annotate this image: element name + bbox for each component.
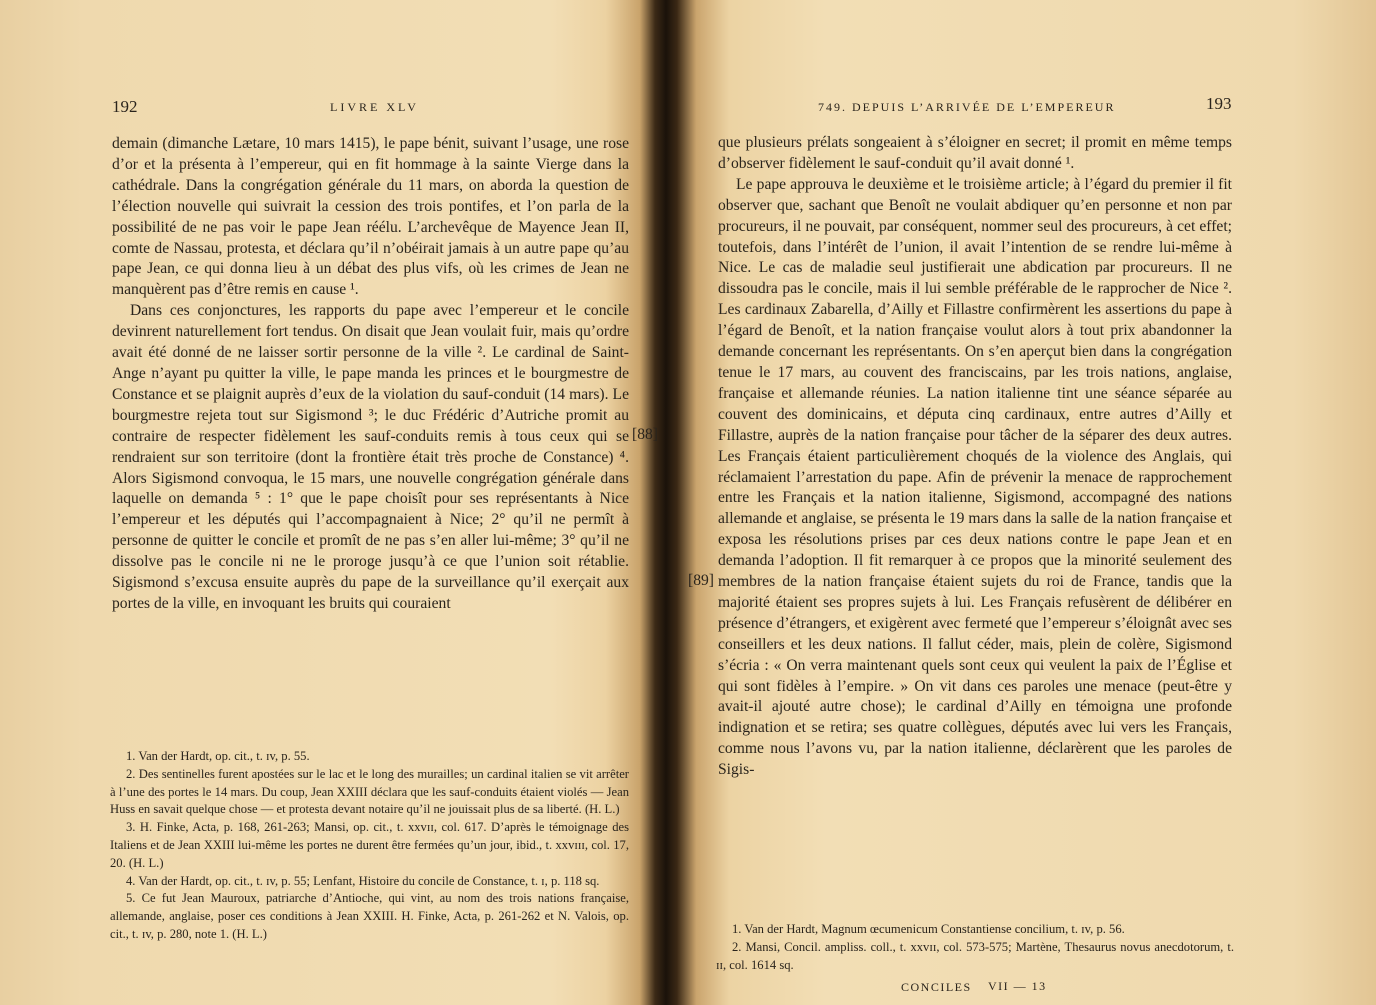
left-paragraph-1: demain (dimanche Lætare, 10 mars 1415), le pape bénit, suivant l’usage, une rose d’or et la présenta à l’empereur, qui en fit hommage à la sainte Vierge dans la cathédrale. Dans la congrégation générale du 11 mars, on aborda la question de l’élection nouvelle qui suivrait la cession des trois pontifes, et l’on parla de la possibilité de ne pas voir le pape Jean réélu. L’archevêque de Mayence Jean II, comte de Nassau, protesta, et déclara qu’il n’obéirait jamais à un autre pape qu’au pape Jean, ce qui donna lieu à un débat des plus vifs, où les crimes de Jean ne manquèrent pas d’être remis en cause ¹. (112, 135, 629, 299)
left-margin-marker: [88] (632, 426, 658, 443)
right-page-number: 193 (1206, 94, 1232, 113)
left-footnote-3: 3. H. Finke, Acta, p. 168, 261-263; Mansi, op. cit., t. xxvɪɪ, col. 617. D’après le témoignage des Italiens et de Jean XXIII lui-même les portes ne durent être fermées qu’un jour, ibid., t. xxvɪɪɪ, col. 17, 20. (H. L.) (110, 820, 629, 870)
left-footnote-5: 5. Ce fut Jean Mauroux, patriarche d’Antioche, qui vint, au nom des trois nations française, allemande, anglaise, poser ces conditions à Jean XXIII. H. Finke, Acta, p. 261-262 et N. Valois, op. cit., t. ɪv, p. 280, note 1. (H. L.) (110, 891, 629, 941)
signature-volume: VII — 13 (988, 979, 1047, 993)
left-page (0, 0, 660, 1005)
left-footnote-1: 1. Van der Hardt, op. cit., t. ɪv, p. 55. (126, 749, 310, 763)
right-footnote-1: 1. Van der Hardt, Magnum œcumenicum Constantiense concilium, t. ɪv, p. 56. (732, 922, 1125, 936)
left-footnote-2: 2. Des sentinelles furent apostées sur le lac et le long des murailles; un cardinal italien se vit arrêter à l’une des portes le 14 mars. Du coup, Jean XXIII déclara que les sauf-conduits étaient violés — Jean Huss en savait quelque chose — et protesta devant notaire qu’il ne jouissait plus de sa liberté. (H. L.) (110, 766, 629, 817)
right-running-head: 749. DEPUIS L’ARRIVÉE DE L’EMPEREUR (818, 100, 1116, 114)
right-paragraph-2: Le pape approuva le deuxième et le troisième article; à l’égard du premier il fit observer que, sachant que Benoît ne voulait abdiquer qu’en personne et non par procureurs, il ne pouvait, par conséquent, nommer seul des procureurs, à cet effet; toutefois, dans l’intérêt de l’union, il avait l’intention de se rendre lui-même à Nice. Le cas de maladie seul justifierait une abdication par procureurs. Il ne dissoudra pas le concile, mais il lui semble préférable de le rapprocher de Nice ². Les cardinaux Zabarella, d’Ailly et Fillastre confirmèrent les assertions du pape à l’égard de Benoît, et la nation française voulut alors à tout prix abandonner la demande concernant les représentants. On s’en aperçut bien dans la congrégation tenue le 17 mars, au couvent des franciscains, par les trois nations, anglaise, française et allemande réunies. La nation italienne tint une séance séparée au couvent des dominicains, et députa cinq cardinaux, entre autres d’Ailly et Fillastre, auprès de la nation française pour tâcher de la séparer des deux autres. Les Français étaient particulièrement choqués de la violence des Anglais, qui réclamaient l’arrestation du pape. Afin de prévenir la menace de rapprochement entre les Français et la nation italienne, Sigismond, accompagné des nations allemande et anglaise, se présenta le 19 mars dans la salle de la nation française et exposa les résolutions prises par ces deux nations contre le pape Jean et en demanda l’adoption. Il fit remarquer à ce propos que la minorité seulement des membres de la nation française étaient sujets du roi de France, tandis que la majorité étaient ses propres sujets à lui. Les Français refusèrent de délibérer en présence d’étrangers, et exigèrent avec fermeté que l’empereur s’éloignât avec ses conseillers et les deux nations. Il fallut céder, mais, plein de colère, Sigismond s’écria : « On verra maintenant quels sont ceux qui veulent la paix de l’Église et qui sont fidèles à l’empire. » On vit dans ces paroles une menace (peut-être y avait-il ajouté autre chose); le cardinal d’Ailly en témoigna une profonde indignation et se retira; ses quatre collègues, députés avec lui vers les Français, comme nous l’avons vu, par la nation italienne, déclarèrent que les paroles de Sigis- (718, 175, 1232, 779)
signature-conciles: CONCILES (901, 980, 972, 994)
right-margin-marker: [89] (688, 572, 714, 589)
left-page-number: 192 (112, 97, 138, 116)
left-body-text (112, 134, 629, 615)
right-page (668, 0, 1376, 1005)
right-body-text (718, 133, 1232, 781)
left-paragraph-2: Dans ces conjonctures, les rapports du pape avec l’empereur et le concile devinrent naturellement fort tendus. On disait que Jean voulait fuir, mais qu’ordre avait été donné de ne laisser sortir personne de la ville ². Le cardinal de Saint-Ange n’ayant pu quitter la ville, le pape manda les princes et le bourgmestre de Constance et se plaignit auprès d’eux de la violation du sauf-conduit (14 mars). Le bourgmestre rejeta tout sur Sigismond ³; le duc Frédéric d’Autriche promit au contraire de respecter fidèlement les sauf-conduits remis à tous ceux qui se rendraient sur son territoire (dont la frontière était très proche de Constance) ⁴. Alors Sigismond convoqua, le 15 mars, une nouvelle congrégation générale dans laquelle on demanda ⁵ : 1° que le pape choisît pour ses représentants à Nice l’empereur et les députés qui l’accompagnaient à Nice; 2° qu’il ne permît à personne de quitter le concile et promît de ne pas s’en aller lui-même; 3° qu’il ne dissolve pas le concile ni ne le proroge jusqu’à ce que l’union soit rétablie. Sigismond s’excusa ensuite auprès du pape de la surveillance qu’il exerçait aux portes de la ville, en invoquant les bruits qui couraient (112, 302, 629, 612)
left-running-head: LIVRE XLV (330, 100, 419, 114)
left-footnotes (110, 748, 629, 944)
left-footnote-4: 4. Van der Hardt, op. cit., t. ɪv, p. 55; Lenfant, Histoire du concile de Constance, t. ɪ, p. 118 sq. (126, 873, 600, 888)
right-paragraph-1: que plusieurs prélats songeaient à s’éloigner en secret; il promit en même temps d’observer fidèlement le sauf-conduit qu’il avait donné ¹. (718, 134, 1232, 172)
right-footnote-2: 2. Mansi, Concil. ampliss. coll., t. xxvɪɪ, col. 573-575; Martène, Thesaurus novus anecdotorum, t. ɪɪ, col. 1614 sq. (716, 939, 1234, 972)
right-footnotes (716, 921, 1234, 974)
